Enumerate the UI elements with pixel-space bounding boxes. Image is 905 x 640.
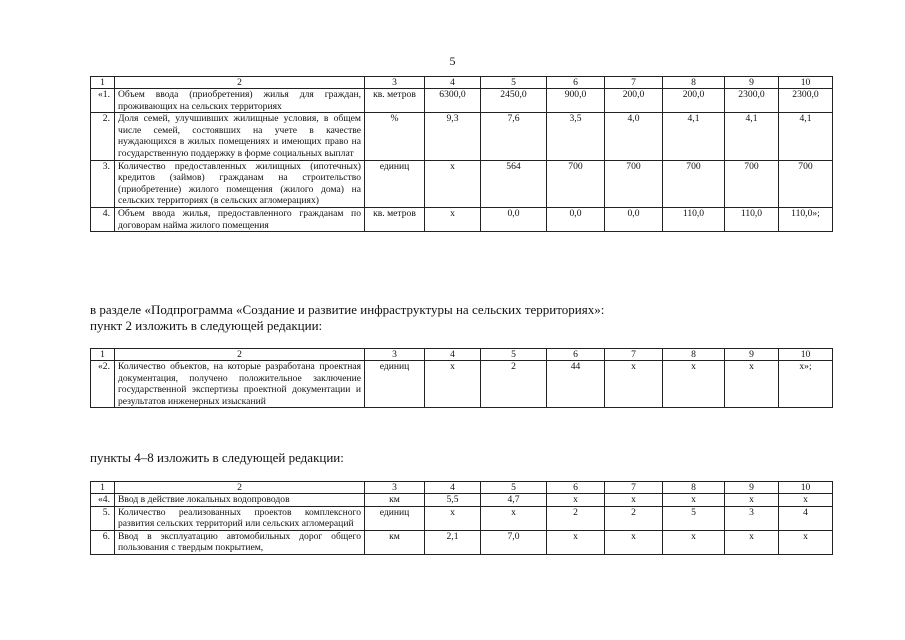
value-cell: 700 xyxy=(605,160,663,207)
indicator-description: Объем ввода (приобретения) жилья для граждан, проживающих на сельских территориях xyxy=(115,89,365,113)
value-cell: 5 xyxy=(663,506,725,530)
column-number: 6 xyxy=(547,349,605,361)
value-cell: x xyxy=(725,530,779,554)
column-number: 9 xyxy=(725,349,779,361)
value-cell: x xyxy=(779,494,833,507)
value-cell: 564 xyxy=(481,160,547,207)
value-cell: x xyxy=(425,160,481,207)
value-cell: x xyxy=(547,494,605,507)
indicator-description: Количество объектов, на которые разработана проектная документация, получено положительное заключение государственной экспертизы проектной документации и результатов инженерных изысканий xyxy=(115,361,365,408)
value-cell: x xyxy=(605,361,663,408)
indicator-description: Ввод в эксплуатацию автомобильных дорог общего пользования с твердым покрытием, xyxy=(115,530,365,554)
value-cell: 200,0 xyxy=(663,89,725,113)
column-number: 3 xyxy=(365,77,425,89)
value-cell: x xyxy=(663,530,725,554)
value-cell: x xyxy=(663,361,725,408)
unit-cell: кв. метров xyxy=(365,207,425,231)
table-row xyxy=(91,160,833,207)
column-number: 5 xyxy=(481,77,547,89)
page-number: 5 xyxy=(449,54,456,68)
column-number-row xyxy=(91,77,833,89)
row-number: 2. xyxy=(91,113,115,160)
unit-cell: кв. метров xyxy=(365,89,425,113)
value-cell: 3 xyxy=(725,506,779,530)
column-number: 1 xyxy=(91,349,115,361)
column-number: 9 xyxy=(725,77,779,89)
column-number: 10 xyxy=(779,349,833,361)
value-cell: 110,0 xyxy=(663,207,725,231)
value-cell: x xyxy=(425,207,481,231)
column-number-row xyxy=(91,482,833,494)
row-number: «2. xyxy=(91,361,115,408)
row-number: 5. xyxy=(91,506,115,530)
row-number: «4. xyxy=(91,494,115,507)
value-cell: 700 xyxy=(663,160,725,207)
value-cell: 2300,0 xyxy=(725,89,779,113)
value-cell: 9,3 xyxy=(425,113,481,160)
value-cell: 0,0 xyxy=(547,207,605,231)
value-cell: x»; xyxy=(779,361,833,408)
value-cell: 700 xyxy=(779,160,833,207)
value-cell: x xyxy=(779,530,833,554)
unit-cell: км xyxy=(365,494,425,507)
column-number: 2 xyxy=(115,77,365,89)
table-row xyxy=(91,530,833,554)
column-number: 6 xyxy=(547,77,605,89)
value-cell: 7,0 xyxy=(481,530,547,554)
table-row xyxy=(91,89,833,113)
value-cell: 2 xyxy=(547,506,605,530)
value-cell: 110,0 xyxy=(725,207,779,231)
column-number: 2 xyxy=(115,482,365,494)
column-number: 9 xyxy=(725,482,779,494)
table-row xyxy=(91,506,833,530)
column-number: 7 xyxy=(605,349,663,361)
column-number: 7 xyxy=(605,77,663,89)
value-cell: 6300,0 xyxy=(425,89,481,113)
unit-cell: км xyxy=(365,530,425,554)
value-cell: x xyxy=(725,361,779,408)
unit-cell: единиц xyxy=(365,361,425,408)
column-number: 4 xyxy=(425,77,481,89)
indicators-table-housing xyxy=(90,76,833,232)
value-cell: x xyxy=(481,506,547,530)
column-number: 5 xyxy=(481,482,547,494)
column-number: 10 xyxy=(779,482,833,494)
table-row xyxy=(91,207,833,231)
value-cell: 4,0 xyxy=(605,113,663,160)
row-number: 6. xyxy=(91,530,115,554)
column-number: 7 xyxy=(605,482,663,494)
value-cell: 3,5 xyxy=(547,113,605,160)
column-number-row xyxy=(91,349,833,361)
value-cell: 110,0»; xyxy=(779,207,833,231)
table-row xyxy=(91,494,833,507)
value-cell: 700 xyxy=(725,160,779,207)
section-instruction-line2: пункт 2 изложить в следующей редакции: xyxy=(90,318,323,333)
value-cell: 4,1 xyxy=(725,113,779,160)
indicator-description: Объем ввода жилья, предоставленного гражданам по договорам найма жилого помещения xyxy=(115,207,365,231)
column-number: 5 xyxy=(481,349,547,361)
indicator-description: Количество предоставленных жилищных (ипотечных) кредитов (займов) гражданам на строительство (приобретение) жилого помещения (жилого дома) на сельских территориях (в сельских агломерациях) xyxy=(115,160,365,207)
value-cell: 2 xyxy=(605,506,663,530)
value-cell: 44 xyxy=(547,361,605,408)
column-number: 8 xyxy=(663,77,725,89)
indicators-table-item2 xyxy=(90,348,833,408)
column-number: 8 xyxy=(663,349,725,361)
indicator-description: Ввод в действие локальных водопроводов xyxy=(115,494,365,507)
row-number: «1. xyxy=(91,89,115,113)
column-number: 1 xyxy=(91,482,115,494)
column-number: 4 xyxy=(425,482,481,494)
unit-cell: % xyxy=(365,113,425,160)
column-number: 10 xyxy=(779,77,833,89)
column-number: 2 xyxy=(115,349,365,361)
row-number: 4. xyxy=(91,207,115,231)
value-cell: 2450,0 xyxy=(481,89,547,113)
column-number: 3 xyxy=(365,349,425,361)
value-cell: x xyxy=(663,494,725,507)
value-cell: 4,1 xyxy=(779,113,833,160)
column-number: 4 xyxy=(425,349,481,361)
value-cell: 2 xyxy=(481,361,547,408)
value-cell: 4 xyxy=(779,506,833,530)
value-cell: 7,6 xyxy=(481,113,547,160)
section-instruction-line1: в разделе «Подпрограмма «Создание и развитие инфраструктуры на сельских территориях»: xyxy=(90,302,605,317)
value-cell: x xyxy=(605,530,663,554)
row-number: 3. xyxy=(91,160,115,207)
indicator-description: Доля семей, улучшивших жилищные условия, в общем числе семей, состоявших на учете в качестве нуждающихся в жилых помещениях и имеющих право на государственную поддержку в форме социальных выплат xyxy=(115,113,365,160)
indicator-description: Количество реализованных проектов комплексного развития сельских территорий или сельских агломераций xyxy=(115,506,365,530)
section-instruction-items: пункты 4–8 изложить в следующей редакции: xyxy=(90,450,344,465)
value-cell: x xyxy=(725,494,779,507)
unit-cell: единиц xyxy=(365,506,425,530)
indicators-table-items4-8 xyxy=(90,481,833,555)
column-number: 8 xyxy=(663,482,725,494)
value-cell: 4,1 xyxy=(663,113,725,160)
value-cell: 900,0 xyxy=(547,89,605,113)
table-row xyxy=(91,361,833,408)
unit-cell: единиц xyxy=(365,160,425,207)
value-cell: x xyxy=(425,506,481,530)
value-cell: x xyxy=(425,361,481,408)
column-number: 3 xyxy=(365,482,425,494)
value-cell: 200,0 xyxy=(605,89,663,113)
value-cell: 5,5 xyxy=(425,494,481,507)
value-cell: x xyxy=(547,530,605,554)
column-number: 6 xyxy=(547,482,605,494)
value-cell: 0,0 xyxy=(605,207,663,231)
value-cell: 4,7 xyxy=(481,494,547,507)
value-cell: 0,0 xyxy=(481,207,547,231)
value-cell: 2,1 xyxy=(425,530,481,554)
value-cell: 700 xyxy=(547,160,605,207)
column-number: 1 xyxy=(91,77,115,89)
table-row xyxy=(91,113,833,160)
value-cell: 2300,0 xyxy=(779,89,833,113)
value-cell: x xyxy=(605,494,663,507)
